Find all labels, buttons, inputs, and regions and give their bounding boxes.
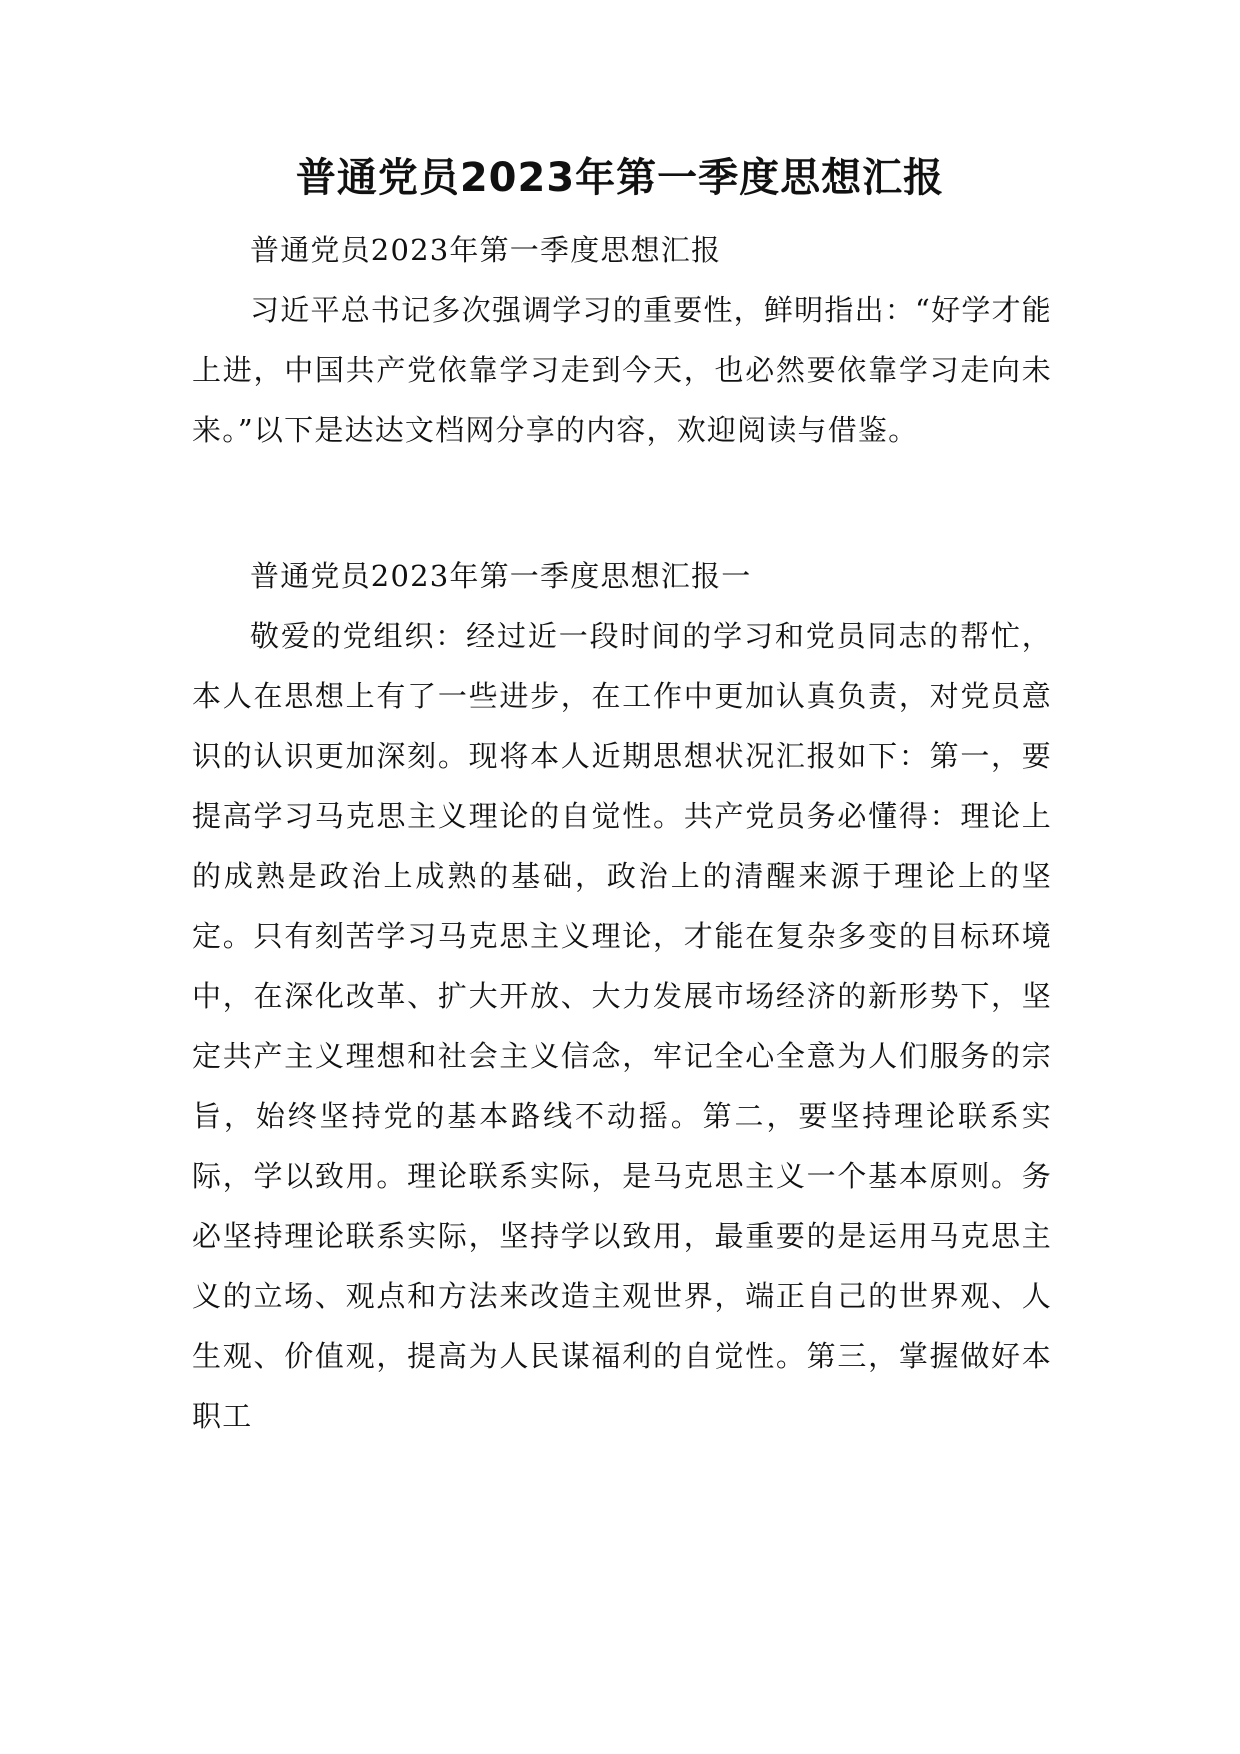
- paragraph-spacer: [192, 460, 1052, 546]
- paragraph-body: 敬爱的党组织：经过近一段时间的学习和党员同志的帮忙，本人在思想上有了一些进步，在工作中更加认真负责，对党员意识的认识更加深刻。现将本人近期思想状况汇报如下：第一，要提高学习马克思主义理论的自觉性。共产党员务必懂得：理论上的成熟是政治上成熟的基础，政治上的清醒来源于理论上的坚定。只有刻苦学习马克思主义理论，才能在复杂多变的目标环境中，在深化改革、扩大开放、大力发展市场经济的新形势下，坚定共产主义理想和社会主义信念，牢记全心全意为人们服务的宗旨，始终坚持党的基本路线不动摇。第二，要坚持理论联系实际，学以致用。理论联系实际，是马克思主义一个基本原则。务必坚持理论联系实际，坚持学以致用，最重要的是运用马克思主义的立场、观点和方法来改造主观世界，端正自己的世界观、人生观、价值观，提高为人民谋福利的自觉性。第三，掌握做好本职工: [192, 619, 1052, 1433]
- document-body: [192, 220, 1052, 1446]
- document-title: 普通党员2023年第一季度思想汇报: [295, 155, 945, 201]
- paragraph-subtitle: 普通党员2023年第一季度思想汇报: [250, 233, 722, 267]
- paragraph-intro: 习近平总书记多次强调学习的重要性，鲜明指出：“好学才能上进，中国共产党依靠学习走到今天，也必然要依靠学习走向未来。”以下是达达文档网分享的内容，欢迎阅读与借鉴。: [192, 293, 1052, 447]
- paragraph-section-heading: 普通党员2023年第一季度思想汇报一: [250, 559, 752, 593]
